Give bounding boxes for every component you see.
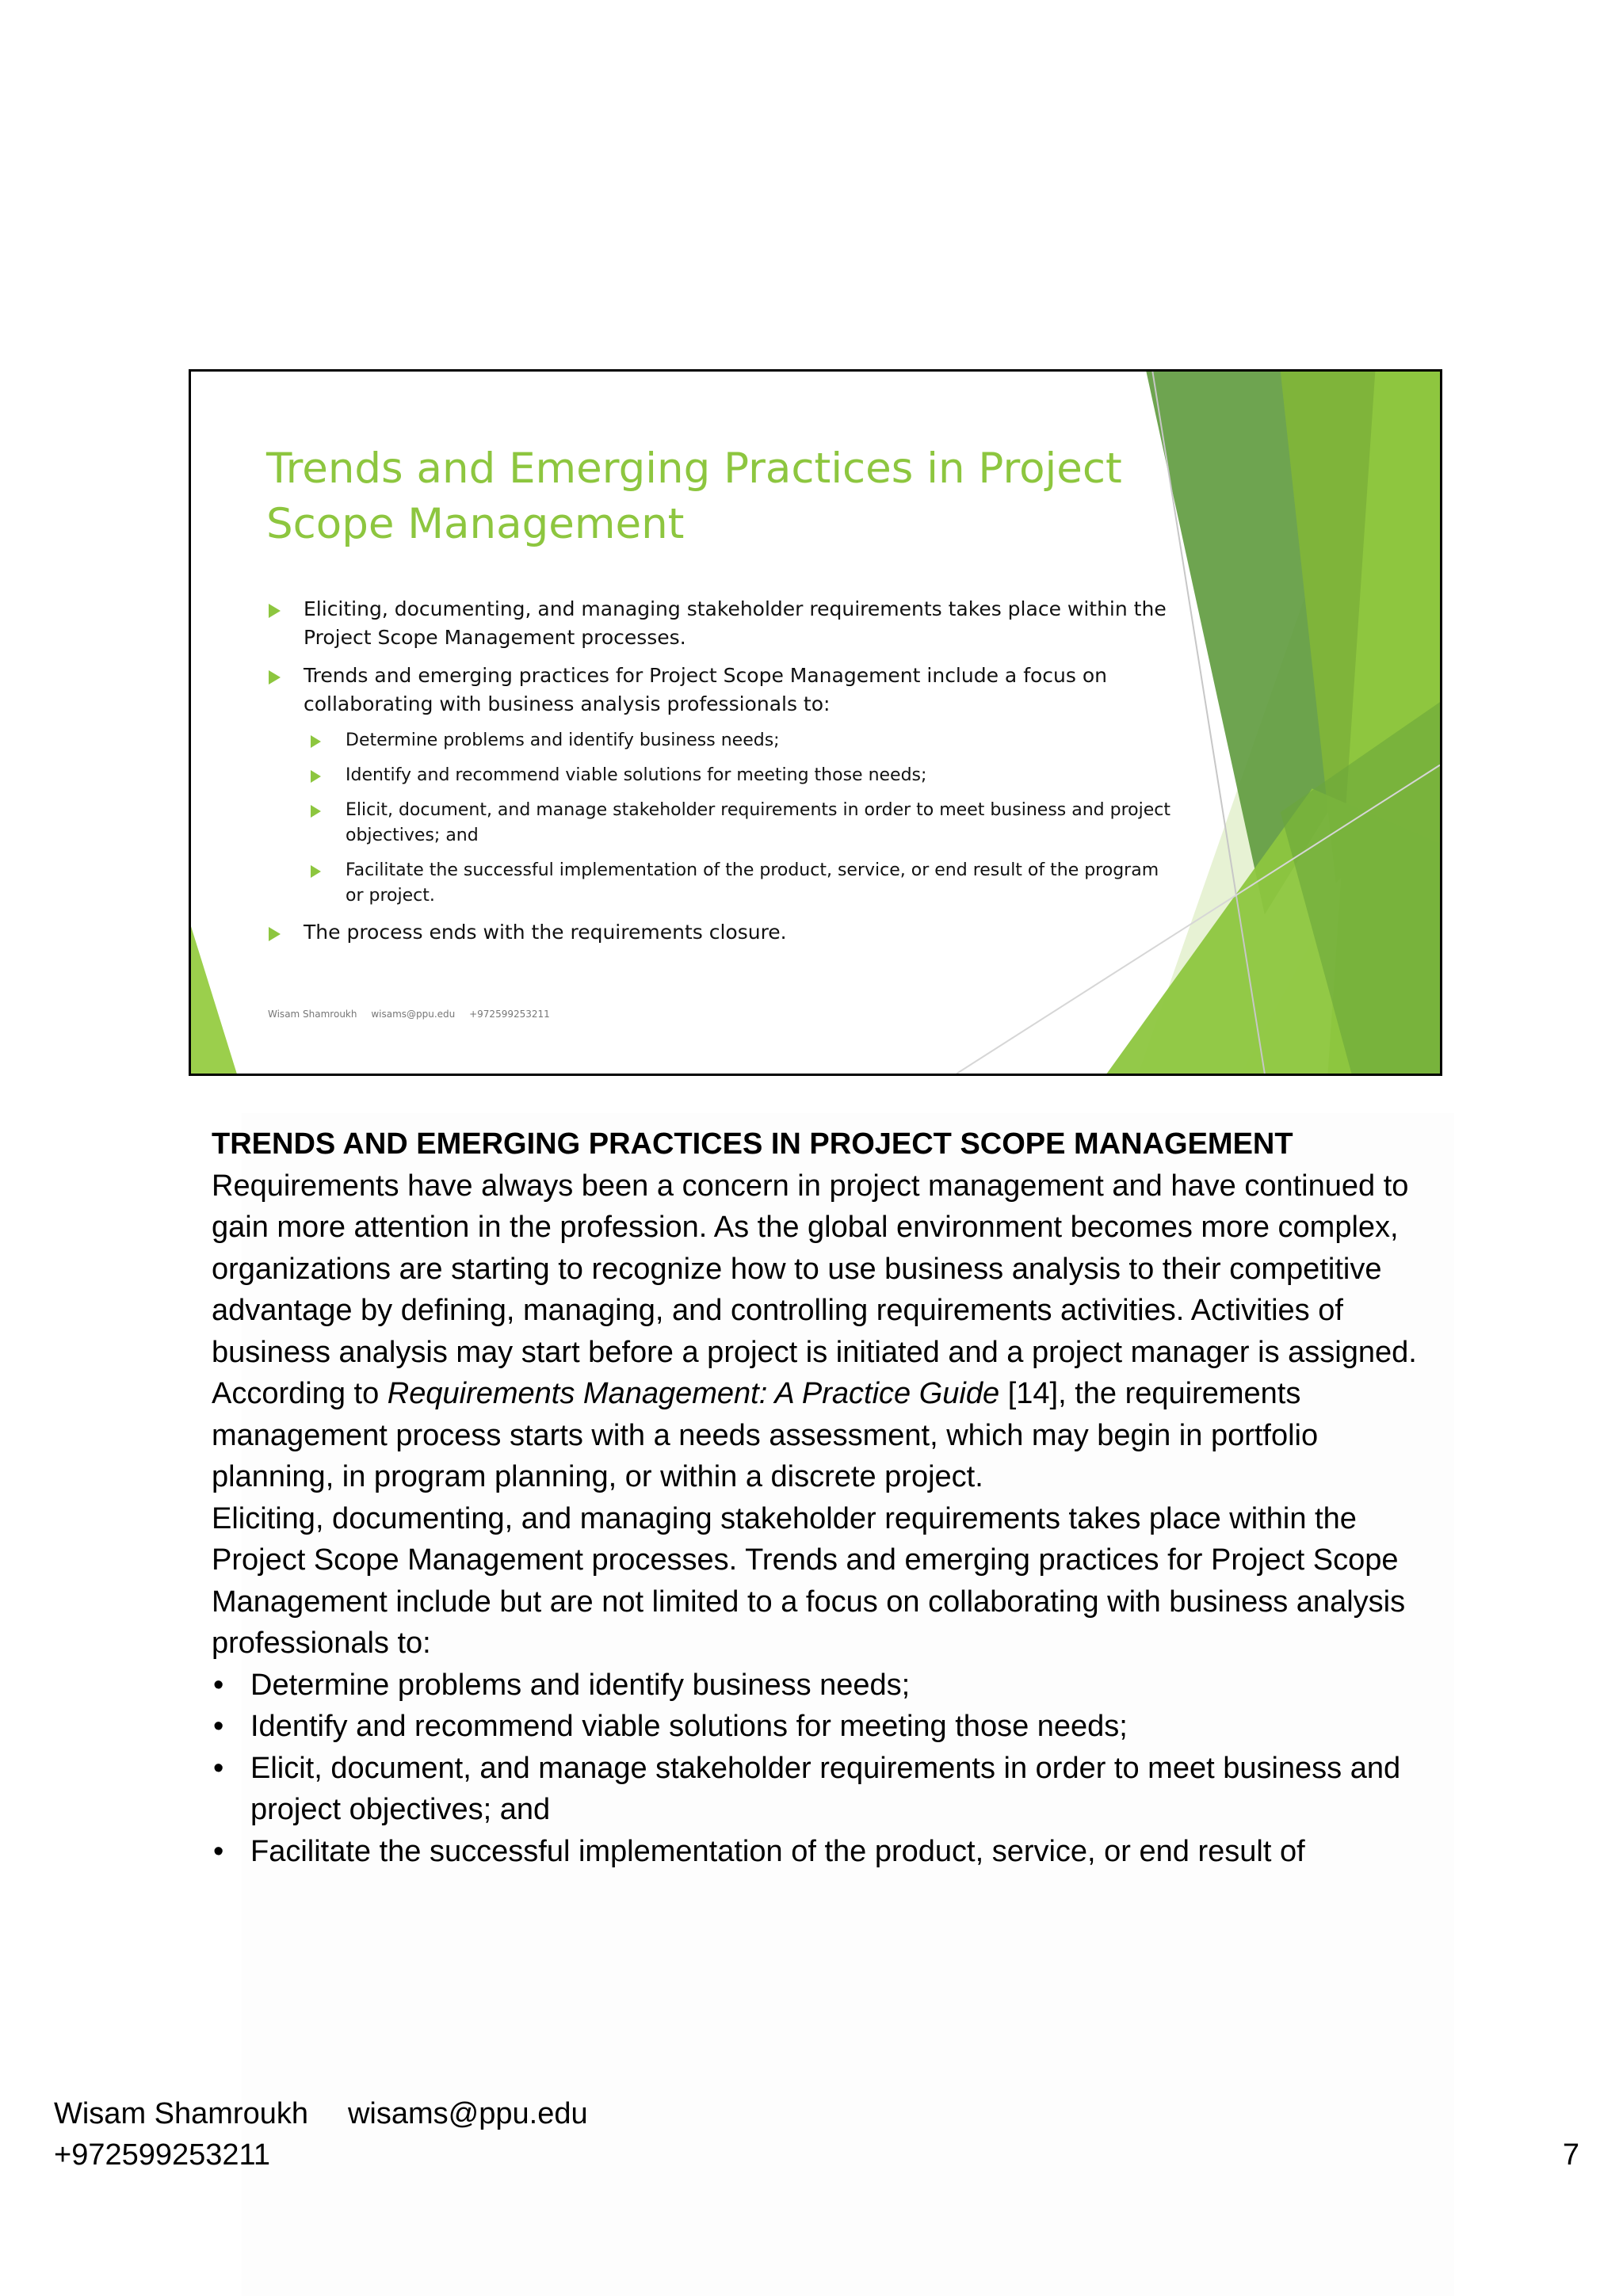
notes-bullet: • Elicit, document, and manage stakeholder requirements in order to meet business and project objectives; and: [212, 1748, 1448, 1831]
triangle-bullet-icon: [269, 604, 281, 618]
slide-sub-bullet: Identify and recommend viable solutions for meeting those needs;: [311, 763, 1172, 788]
speaker-notes: [212, 1123, 1448, 1872]
slide-bullet: Trends and emerging practices for Project Scope Management include a focus on collaborating with business analysis professionals to:: [269, 662, 1172, 719]
footer-name: Wisam Shamroukh: [54, 2097, 308, 2130]
slide-bullet: Eliciting, documenting, and managing stakeholder requirements takes place within the Project Scope Management processes.: [269, 595, 1172, 652]
notes-heading: TRENDS AND EMERGING PRACTICES IN PROJECT SCOPE MANAGEMENT: [212, 1127, 1293, 1161]
notes-paragraph-2: Eliciting, documenting, and managing stakeholder requirements takes place within the Project Scope Management processes. Trends and emerging practices for Project Scope Management include but are not limited to a focus on collaborating with business analysis professionals to:: [212, 1501, 1406, 1660]
notes-bullet: • Determine problems and identify business needs;: [212, 1665, 1448, 1707]
slide-title: Trends and Emerging Practices in Project Scope Management: [266, 444, 1122, 548]
notes-bullet: • Identify and recommend viable solutions for meeting those needs;: [212, 1706, 1448, 1748]
notes-paragraph-1: Requirements have always been a concern in project management and have continued to gain more attention in the profession. As the global environment becomes more complex, organizations are starting to recognize how to use business analysis to their competitive advantage by defining, managing, and controlling requirements activities. Activities of business analysis may start before a project is initiated and a project manager is assigned. According to Requirements Management: A Practice Guide [14], the requirements management process starts with a needs assessment, which may begin in portfolio planning, in program planning, or within a discrete project.: [212, 1169, 1417, 1493]
slide-sub-bullet: Determine problems and identify business needs;: [311, 728, 1172, 753]
footer-phone: +972599253211: [54, 2138, 270, 2172]
slide-footer-name: Wisam Shamroukh: [268, 1009, 357, 1020]
footer-email: wisams@ppu.edu: [347, 2097, 588, 2130]
triangle-bullet-icon: [311, 805, 321, 818]
slide-sub-bullet: Elicit, document, and manage stakeholder requirements in order to meet business and project objectives; and: [311, 798, 1172, 849]
page-number: 7: [1562, 2138, 1579, 2172]
notes-bullet: • Facilitate the successful implementation of the product, service, or end result of: [212, 1831, 1448, 1873]
notes-bullet-list: [212, 1665, 1448, 1873]
slide-footer-email: wisams@ppu.edu: [371, 1009, 456, 1020]
slide-sub-bullet: Facilitate the successful implementation of the product, service, or end result of the program or project.: [311, 858, 1172, 909]
triangle-bullet-icon: [311, 735, 321, 748]
slide-footer: [268, 1009, 561, 1020]
slide-footer-phone: +972599253211: [469, 1009, 550, 1020]
left-accent-shape: [191, 926, 237, 1074]
slide-bullet-list: [269, 595, 1172, 956]
book-title: Requirements Management: A Practice Guide: [387, 1377, 1000, 1410]
triangle-bullet-icon: [311, 770, 321, 783]
slide-thumbnail: [189, 369, 1442, 1076]
triangle-bullet-icon: [269, 670, 281, 685]
slide-bullet: The process ends with the requirements closure.: [269, 918, 1172, 947]
page-footer: [54, 2093, 588, 2176]
triangle-bullet-icon: [311, 865, 321, 878]
triangle-bullet-icon: [269, 927, 281, 941]
